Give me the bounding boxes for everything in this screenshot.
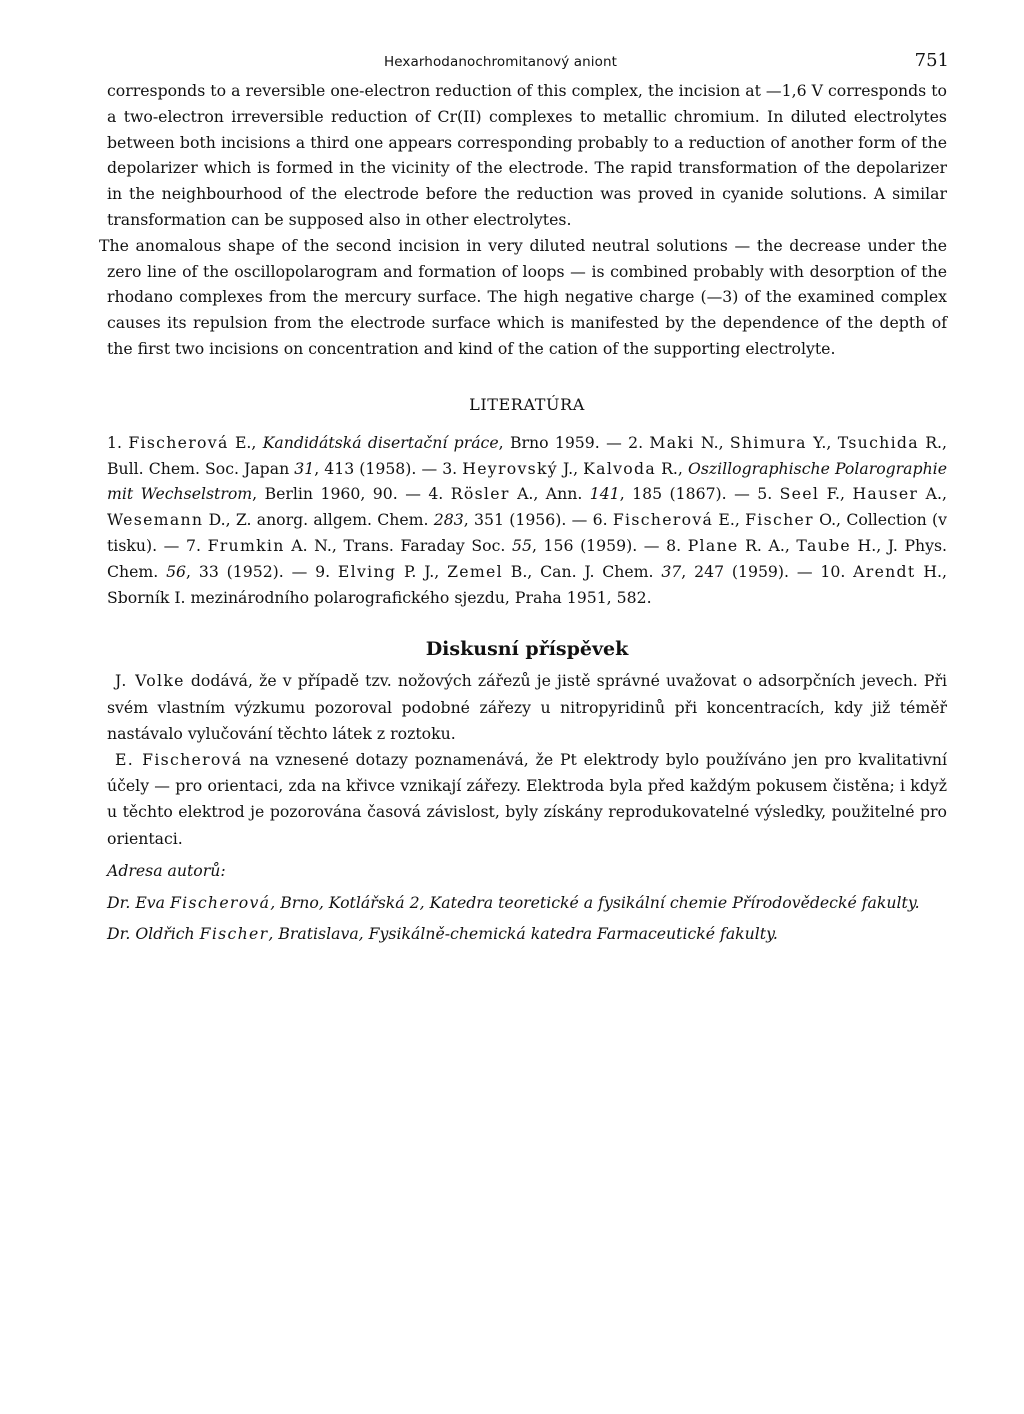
ref-2-volume: 31 [294, 458, 315, 478]
discussion-paragraph-1 [107, 668, 947, 747]
ref-8-initials: R. A., [738, 535, 797, 555]
ref-9-source: B., Can. J. Chem. [502, 561, 662, 581]
discussion-author-2: E. Fischerová [115, 749, 243, 769]
ref-8-volume: 56 [166, 561, 187, 581]
discussion-author-1: J. Volke [115, 671, 185, 691]
ref-3-initials: J., [557, 458, 584, 478]
ref-3-author: Heyrovský [462, 458, 558, 478]
address-2 [107, 921, 947, 947]
ref-10-number: 10. [820, 561, 846, 581]
ref-9-initials: P. J., [396, 561, 448, 581]
ref-2-author-3: Tsuchida [837, 432, 919, 452]
ref-1-number: 1. [107, 432, 122, 452]
ref-2-initials-2: Y., [806, 432, 838, 452]
ref-8-author-2: Taube [796, 535, 851, 555]
ref-1-title: Kandidátská disertační práce [262, 432, 499, 452]
page-header [107, 44, 947, 78]
ref-6-initials: E., [713, 510, 746, 530]
ref-3-source: , Berlin 1960, 90. — [252, 484, 429, 504]
ref-1-initials: E., [228, 432, 263, 452]
ref-9-pages: , 247 (1959). — [681, 561, 821, 581]
ref-5-author-2: Hauser [852, 484, 919, 504]
address-2-title: Dr. Oldřich [107, 923, 200, 943]
ref-1-source: , Brno 1959. — [498, 432, 629, 452]
reference-list [107, 430, 947, 611]
discussion-text-2: na vznesené dotazy poznamenává, že Pt elektrody bylo používáno jen pro kvalitativní účely — pro orientaci, zda na křivce vznikají zářezy. Elektroda byla před každým pokusem čistěna; i když u těchto elektrod je pozorována časová závislost, byly získány reprodukovatelné výsledky, použitelné pro orientaci. [107, 749, 948, 848]
page [99, 44, 949, 947]
ref-2-number: 2. [628, 432, 644, 452]
ref-6-number: 6. [592, 510, 608, 530]
ref-2-author-2: Shimura [729, 432, 807, 452]
ref-4-author: Rösler [450, 484, 510, 504]
address-1-name: Fischerová [169, 893, 271, 913]
ref-9-volume: 37 [661, 561, 682, 581]
ref-1-author: Fischerová [128, 432, 229, 452]
ref-2-pages: , 413 (1958). — [314, 458, 443, 478]
ref-8-number: 8. [666, 535, 682, 555]
ref-7-volume: 55 [511, 535, 532, 555]
discussion-title: Diskusní příspěvek [425, 638, 629, 661]
body-paragraph-1: corresponds to a reversible one-electron reduction of this complex, the incision at —1,6 V corresponds to a two-electron irreversible reduction of Cr(II) complexes to metallic chromium. In diluted electrolytes between both incisions a third one appears corresponding probably to a reduction of another form of the depolarizer which is formed in the vicinity of the electrode. The rapid transformation of the depolarizer in the neighbourhood of the electrode before the reduction was proved in cyanide solutions. A similar transformation can be supposed also in other electrolytes. [107, 81, 947, 229]
body-paragraph-2: The anomalous shape of the second incision in very diluted neutral solutions — the decrease under the zero line of the oscillopolarogram and formation of loops — is combined probably with desorption of the rhodano complexes from the mercury surface. The high negative charge (—3) of the examined complex causes its repulsion from the electrode surface which is manifested by the dependence of the depth of the first two incisions on concentration and kind of the cation of the supporting electrolyte. [99, 235, 947, 358]
ref-10-source: H., Sborník I. mezinárodního polarografického sjezdu, Praha 1951, 582. [107, 561, 947, 607]
ref-7-author: Frumkin [207, 535, 285, 555]
ref-6-source: O., Collection (v tisku). — [107, 510, 947, 555]
ref-3-title: Oszillographische Polarographie mit Wechselstrom [107, 458, 947, 504]
address-1 [107, 890, 947, 916]
ref-3-author-2: Kalvoda [583, 458, 657, 478]
literature-title: LITERATÚRA [469, 394, 585, 414]
ref-5-volume: 283 [433, 510, 464, 530]
ref-5-author-3: Wesemann [107, 510, 204, 530]
ref-5-author: Seel [779, 484, 820, 504]
ref-3-number: 3. [442, 458, 458, 478]
ref-4-pages: , 185 (1867). — [619, 484, 758, 504]
ref-9-number: 9. [315, 561, 331, 581]
running-head: Hexarhodanochromitanový aniont [384, 54, 618, 70]
discussion-section [107, 668, 947, 851]
ref-7-source: A. N., Trans. Faraday Soc. [284, 535, 512, 555]
ref-10-author: Arendt [853, 561, 916, 581]
ref-8-author: Plane [687, 535, 739, 555]
address-2-text: , Bratislava, Fysikálně-chemická katedra Farmaceutické fakulty. [268, 923, 778, 943]
discussion-paragraph-2 [107, 747, 947, 852]
ref-2-source: R., Bull. Chem. Soc. Japan [107, 432, 948, 478]
ref-2-initials: N., [694, 432, 730, 452]
page-number: 751 [914, 50, 949, 71]
ref-2-author: Maki [649, 432, 695, 452]
author-addresses [107, 858, 947, 947]
ref-4-volume: 141 [589, 484, 620, 504]
ref-7-number: 7. [185, 535, 201, 555]
address-2-name: Fischer [199, 923, 269, 943]
ref-6-author: Fischerová [612, 510, 714, 530]
address-1-title: Dr. Eva [107, 893, 170, 913]
ref-8-pages: , 33 (1952). — [186, 561, 316, 581]
address-heading: Adresa autorů: [107, 860, 226, 880]
ref-5-number: 5. [757, 484, 773, 504]
address-1-text: , Brno, Kotlářská 2, Katedra teoretické a fysikální chemie Přírodovědecké fakulty. [270, 893, 920, 913]
ref-4-source: A., Ann. [509, 484, 590, 504]
ref-9-author: Elving [337, 561, 397, 581]
discussion-text-1: dodává, že v případě tzv. nožových zářezů je jistě správné uvažovat o adsorpčních jevech. Při svém vlastním výzkumu pozoroval podobné zářezy u nitropyridinů při koncentracích, kdy již téměř nastávalo vylučování těchto látek z roztoku. [107, 671, 947, 743]
ref-6-author-2: Fischer [745, 510, 814, 530]
ref-7-pages: , 156 (1959). — [531, 535, 667, 555]
ref-5-initials: F., [819, 484, 853, 504]
ref-4-number: 4. [428, 484, 444, 504]
ref-5-initials-2: A., [918, 484, 947, 504]
ref-3-initials-2: R., [656, 458, 688, 478]
ref-5-pages: , 351 (1956). — [463, 510, 593, 530]
ref-5-source: D., Z. anorg. allgem. Chem. [203, 510, 434, 530]
ref-8-source: H., J. Phys. Chem. [107, 535, 948, 581]
ref-9-author-2: Zemel [447, 561, 503, 581]
